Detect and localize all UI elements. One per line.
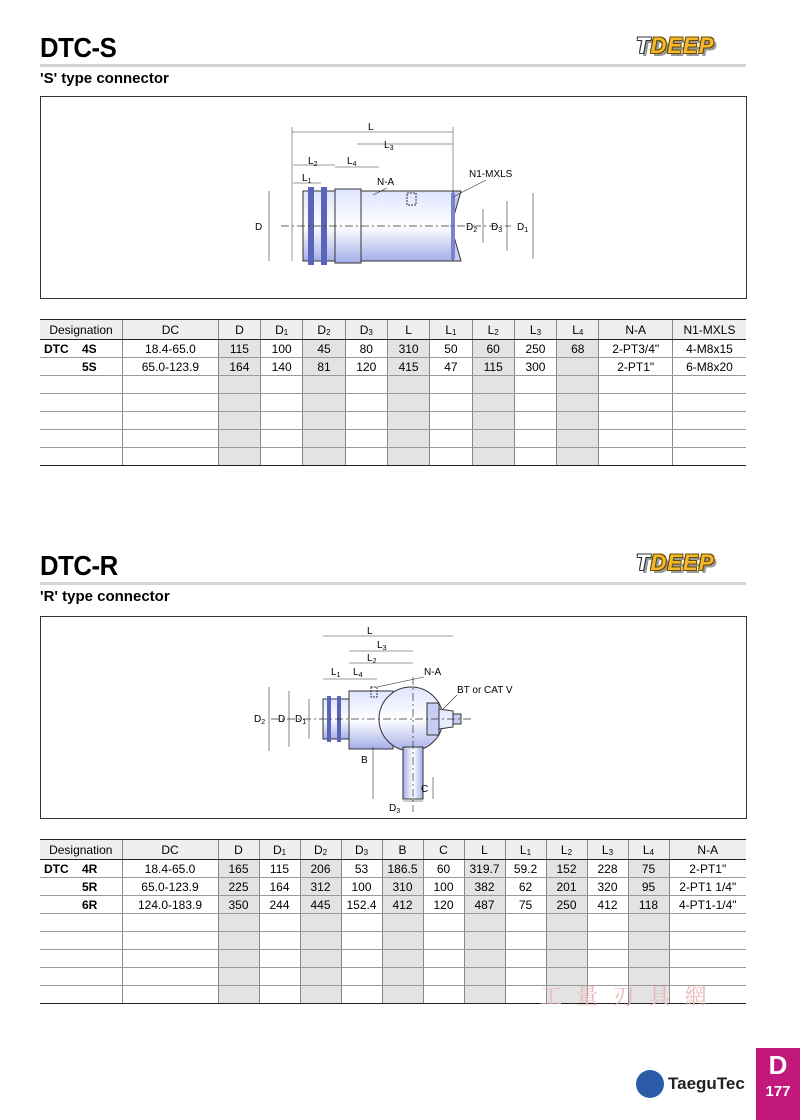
empty-cell <box>587 932 628 950</box>
empty-cell <box>472 412 514 430</box>
label-D1: $D_1$ <box>517 222 529 234</box>
label-L1: $L_1$ <box>302 173 312 185</box>
empty-cell <box>259 932 300 950</box>
empty-cell <box>430 376 472 394</box>
col-header: Designation <box>40 840 122 860</box>
empty-cell <box>514 412 556 430</box>
empty-cell <box>672 394 746 412</box>
empty-cell <box>382 986 423 1004</box>
empty-cell <box>303 448 345 466</box>
designation-code: 6R <box>82 897 98 912</box>
label-L1: $L_1$ <box>331 667 341 679</box>
table-cell: 81 <box>303 358 345 376</box>
brand-name: TaeguTec <box>668 1074 745 1093</box>
col-header: $D_2$ <box>303 320 345 340</box>
col-header: D <box>218 320 260 340</box>
empty-cell <box>382 914 423 932</box>
col-header: $D_3$ <box>345 320 387 340</box>
empty-row <box>40 448 746 466</box>
table-cell: 120 <box>345 358 387 376</box>
table-row <box>40 860 746 878</box>
label-L3: $L_3$ <box>384 140 394 152</box>
dtc-s-diagram <box>40 96 747 299</box>
section-letter: D <box>768 1050 788 1080</box>
empty-cell <box>672 430 746 448</box>
table-cell: 50 <box>430 340 472 358</box>
empty-cell <box>464 914 505 932</box>
empty-cell <box>382 932 423 950</box>
label-L4: $L_4$ <box>353 667 363 679</box>
designation-cell <box>40 358 123 376</box>
empty-cell <box>40 932 122 950</box>
table-cell: 80 <box>345 340 387 358</box>
designation-cell <box>40 340 123 358</box>
table-cell: 2-PT1" <box>599 358 673 376</box>
designation-code: 4R <box>82 861 98 876</box>
empty-cell <box>218 968 259 986</box>
empty-cell <box>587 950 628 968</box>
empty-cell <box>345 448 387 466</box>
section-subtitle-dtc-r: 'R' type connector <box>40 588 170 605</box>
table-cell: 4-M8x15 <box>672 340 746 358</box>
table-cell: 59.2 <box>505 860 546 878</box>
table-cell: 350 <box>218 896 259 914</box>
empty-cell <box>382 968 423 986</box>
empty-cell <box>259 986 300 1004</box>
table-cell: 115 <box>218 340 260 358</box>
col-header: B <box>382 840 423 860</box>
label-D3: $D_3$ <box>491 222 503 234</box>
empty-cell <box>341 950 382 968</box>
col-header: $D_1$ <box>259 840 300 860</box>
empty-cell <box>387 394 429 412</box>
empty-cell <box>514 430 556 448</box>
table-cell: 319.7 <box>464 860 505 878</box>
empty-cell <box>218 430 260 448</box>
designation-cell <box>40 878 122 896</box>
empty-cell <box>382 950 423 968</box>
empty-cell <box>40 950 122 968</box>
empty-cell <box>341 932 382 950</box>
label-N1-MXLS: N1-MXLS <box>469 169 513 180</box>
dtc-r-diagram <box>40 616 747 819</box>
label-L2: $L_2$ <box>367 653 377 665</box>
table-cell: 60 <box>472 340 514 358</box>
col-header: N1-MXLS <box>672 320 746 340</box>
empty-cell <box>387 376 429 394</box>
col-header: $L_3$ <box>514 320 556 340</box>
empty-cell <box>218 986 259 1004</box>
empty-cell <box>557 448 599 466</box>
logo-text: DEEP <box>650 550 715 575</box>
taegutec-logo <box>636 1070 664 1098</box>
empty-cell <box>123 394 219 412</box>
empty-cell <box>423 950 464 968</box>
table-cell: 75 <box>628 860 669 878</box>
label-BT-CAT-V: BT or CAT V <box>457 685 513 696</box>
col-header: C <box>423 840 464 860</box>
empty-cell <box>669 914 746 932</box>
designation-code: 4S <box>82 341 97 356</box>
empty-cell <box>40 376 123 394</box>
label-D: D <box>278 714 286 725</box>
table-cell: 201 <box>546 878 587 896</box>
empty-row <box>40 914 746 932</box>
empty-cell <box>345 430 387 448</box>
table-row <box>40 340 746 358</box>
empty-cell <box>472 448 514 466</box>
empty-cell <box>599 430 673 448</box>
empty-cell <box>546 932 587 950</box>
empty-cell <box>514 376 556 394</box>
designation-code: 5R <box>82 879 98 894</box>
empty-cell <box>303 430 345 448</box>
table-cell: 228 <box>587 860 628 878</box>
col-header: $L_4$ <box>628 840 669 860</box>
col-header: $L_2$ <box>472 320 514 340</box>
empty-cell <box>303 412 345 430</box>
label-D2: $D_2$ <box>254 714 266 726</box>
table-cell: 95 <box>628 878 669 896</box>
table-cell: 62 <box>505 878 546 896</box>
col-header: $L_2$ <box>546 840 587 860</box>
table-cell: 65.0-123.9 <box>123 358 219 376</box>
table-cell: 68 <box>557 340 599 358</box>
empty-cell <box>300 968 341 986</box>
col-header: L <box>464 840 505 860</box>
empty-cell <box>546 950 587 968</box>
table-cell: 310 <box>387 340 429 358</box>
empty-cell <box>218 914 259 932</box>
empty-cell <box>218 394 260 412</box>
table-cell: 18.4-65.0 <box>123 340 219 358</box>
empty-cell <box>341 914 382 932</box>
empty-cell <box>259 950 300 968</box>
designation-prefix: DTC <box>44 861 69 876</box>
designation-prefix: DTC <box>44 341 69 356</box>
dtc-r-drawing <box>41 617 746 818</box>
label-L4: $L_4$ <box>347 156 357 168</box>
label-L2: $L_2$ <box>308 156 318 168</box>
label-D: D <box>255 222 263 233</box>
table-cell: 2-PT3/4" <box>599 340 673 358</box>
table-cell: 2-PT1 1/4" <box>669 878 746 896</box>
empty-cell <box>261 448 303 466</box>
label-B: B <box>361 755 368 766</box>
table-cell: 75 <box>505 896 546 914</box>
empty-cell <box>587 914 628 932</box>
page-number: 177 <box>765 1083 791 1100</box>
col-header: N-A <box>669 840 746 860</box>
tdeep-logo <box>636 550 714 576</box>
label-NA: N-A <box>424 667 442 678</box>
empty-cell <box>303 394 345 412</box>
empty-cell <box>40 394 123 412</box>
empty-cell <box>40 986 122 1004</box>
empty-cell <box>300 986 341 1004</box>
empty-cell <box>505 950 546 968</box>
empty-cell <box>430 394 472 412</box>
empty-cell <box>40 412 123 430</box>
empty-cell <box>430 430 472 448</box>
table-cell <box>557 358 599 376</box>
table-cell: 310 <box>382 878 423 896</box>
empty-cell <box>122 986 218 1004</box>
empty-cell <box>505 932 546 950</box>
table-cell: 47 <box>430 358 472 376</box>
table-header-row <box>40 840 746 860</box>
empty-cell <box>387 430 429 448</box>
empty-row <box>40 950 746 968</box>
empty-cell <box>628 950 669 968</box>
table-cell: 2-PT1" <box>669 860 746 878</box>
col-header: $L_1$ <box>505 840 546 860</box>
empty-cell <box>514 394 556 412</box>
table-row <box>40 896 746 914</box>
table-cell: 152.4 <box>341 896 382 914</box>
designation-cell <box>40 896 122 914</box>
empty-cell <box>387 412 429 430</box>
table-cell: 412 <box>587 896 628 914</box>
table-cell: 60 <box>423 860 464 878</box>
empty-cell <box>423 968 464 986</box>
table-cell: 382 <box>464 878 505 896</box>
empty-cell <box>430 448 472 466</box>
table-cell: 300 <box>514 358 556 376</box>
empty-cell <box>218 376 260 394</box>
table-cell: 100 <box>261 340 303 358</box>
section-tab <box>756 1048 800 1120</box>
empty-cell <box>599 412 673 430</box>
dtc-s-drawing <box>41 97 746 298</box>
empty-cell <box>464 968 505 986</box>
empty-cell <box>557 430 599 448</box>
empty-cell <box>261 430 303 448</box>
empty-cell <box>218 932 259 950</box>
empty-cell <box>218 412 260 430</box>
table-cell: 415 <box>387 358 429 376</box>
logo-prefix: T <box>636 33 651 58</box>
empty-cell <box>599 448 673 466</box>
empty-cell <box>261 394 303 412</box>
section-subtitle-dtc-s: 'S' type connector <box>40 70 169 87</box>
table-cell: 100 <box>341 878 382 896</box>
empty-cell <box>472 394 514 412</box>
empty-cell <box>546 914 587 932</box>
table-cell: 165 <box>218 860 259 878</box>
table-cell: 487 <box>464 896 505 914</box>
table-cell: 140 <box>261 358 303 376</box>
table-cell: 4-PT1-1/4" <box>669 896 746 914</box>
col-header: L <box>387 320 429 340</box>
empty-cell <box>259 968 300 986</box>
table-cell: 124.0-183.9 <box>122 896 218 914</box>
col-header: DC <box>123 320 219 340</box>
table-cell: 225 <box>218 878 259 896</box>
empty-cell <box>122 950 218 968</box>
label-L: L <box>367 626 373 637</box>
table-cell: 65.0-123.9 <box>122 878 218 896</box>
empty-row <box>40 932 746 950</box>
empty-cell <box>261 376 303 394</box>
tdeep-logo <box>636 33 714 59</box>
empty-cell <box>40 968 122 986</box>
empty-cell <box>40 914 122 932</box>
empty-cell <box>122 932 218 950</box>
empty-cell <box>123 430 219 448</box>
empty-cell <box>672 448 746 466</box>
table-cell: 18.4-65.0 <box>122 860 218 878</box>
col-header: N-A <box>599 320 673 340</box>
table-cell: 152 <box>546 860 587 878</box>
table-cell: 118 <box>628 896 669 914</box>
empty-cell <box>423 986 464 1004</box>
title-rule <box>40 582 746 585</box>
table-cell: 250 <box>514 340 556 358</box>
table-cell: 164 <box>259 878 300 896</box>
empty-cell <box>123 376 219 394</box>
label-D2: $D_2$ <box>466 222 478 234</box>
empty-cell <box>464 932 505 950</box>
title-rule <box>40 64 746 67</box>
empty-cell <box>472 376 514 394</box>
dtc-s-spec-table <box>40 319 746 466</box>
empty-cell <box>628 932 669 950</box>
label-L: L <box>368 122 374 133</box>
col-header: $L_4$ <box>557 320 599 340</box>
col-header: $D_1$ <box>261 320 303 340</box>
empty-cell <box>423 914 464 932</box>
label-D3: $D_3$ <box>389 803 401 815</box>
table-cell: 206 <box>300 860 341 878</box>
empty-row <box>40 376 746 394</box>
col-header: $D_2$ <box>300 840 341 860</box>
empty-cell <box>514 448 556 466</box>
table-row <box>40 878 746 896</box>
empty-cell <box>300 914 341 932</box>
empty-cell <box>261 412 303 430</box>
table-cell: 320 <box>587 878 628 896</box>
empty-row <box>40 430 746 448</box>
empty-cell <box>123 448 219 466</box>
empty-cell <box>345 394 387 412</box>
empty-cell <box>672 412 746 430</box>
label-C: C <box>421 784 429 795</box>
table-row <box>40 358 746 376</box>
empty-cell <box>423 932 464 950</box>
table-cell: 6-M8x20 <box>672 358 746 376</box>
empty-cell <box>387 448 429 466</box>
designation-code: 5S <box>82 359 97 374</box>
empty-cell <box>300 932 341 950</box>
section-title-dtc-r: DTC-R <box>40 550 118 581</box>
empty-cell <box>345 376 387 394</box>
empty-cell <box>303 376 345 394</box>
empty-cell <box>341 986 382 1004</box>
col-header: $L_3$ <box>587 840 628 860</box>
table-cell: 445 <box>300 896 341 914</box>
empty-cell <box>557 412 599 430</box>
empty-cell <box>557 376 599 394</box>
empty-cell <box>464 986 505 1004</box>
col-header: $L_1$ <box>430 320 472 340</box>
table-cell: 164 <box>218 358 260 376</box>
empty-cell <box>218 950 259 968</box>
designation-cell <box>40 860 122 878</box>
watermark: 工 量 刃 具 網 <box>540 984 711 1009</box>
col-header: DC <box>122 840 218 860</box>
table-header-row <box>40 320 746 340</box>
empty-cell <box>628 914 669 932</box>
empty-cell <box>259 914 300 932</box>
logo-prefix: T <box>636 550 651 575</box>
table-cell: 53 <box>341 860 382 878</box>
table-cell: 45 <box>303 340 345 358</box>
empty-cell <box>218 448 260 466</box>
empty-cell <box>599 376 673 394</box>
section-title-dtc-s: DTC-S <box>40 32 117 63</box>
empty-cell <box>40 430 123 448</box>
empty-cell <box>472 430 514 448</box>
empty-cell <box>341 968 382 986</box>
table-cell: 244 <box>259 896 300 914</box>
table-cell: 250 <box>546 896 587 914</box>
empty-row <box>40 394 746 412</box>
empty-row <box>40 412 746 430</box>
empty-cell <box>464 950 505 968</box>
col-header: Designation <box>40 320 123 340</box>
empty-cell <box>669 932 746 950</box>
col-header: $D_3$ <box>341 840 382 860</box>
logo-text: DEEP <box>650 33 715 58</box>
table-cell: 115 <box>472 358 514 376</box>
table-cell: 312 <box>300 878 341 896</box>
empty-cell <box>599 394 673 412</box>
col-header: D <box>218 840 259 860</box>
empty-cell <box>123 412 219 430</box>
empty-cell <box>430 412 472 430</box>
empty-cell <box>345 412 387 430</box>
table-cell: 186.5 <box>382 860 423 878</box>
label-NA: N-A <box>377 177 395 188</box>
empty-cell <box>672 376 746 394</box>
label-L3: $L_3$ <box>377 640 387 652</box>
empty-cell <box>557 394 599 412</box>
table-cell: 115 <box>259 860 300 878</box>
table-cell: 120 <box>423 896 464 914</box>
empty-cell <box>40 448 123 466</box>
empty-cell <box>669 950 746 968</box>
table-cell: 412 <box>382 896 423 914</box>
empty-cell <box>122 968 218 986</box>
empty-cell <box>122 914 218 932</box>
empty-cell <box>505 914 546 932</box>
table-cell: 100 <box>423 878 464 896</box>
label-D1: $D_1$ <box>295 714 307 726</box>
empty-cell <box>300 950 341 968</box>
